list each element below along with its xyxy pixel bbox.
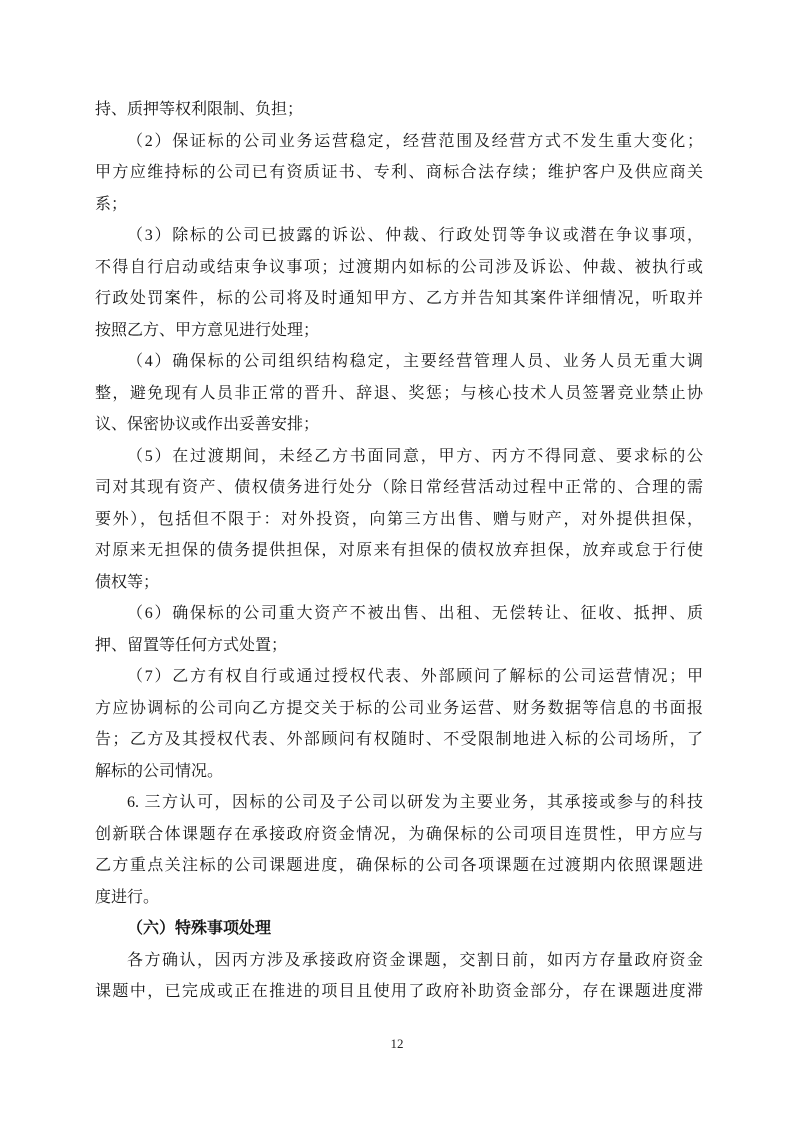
- document-line-10: 整，避免现有人员非正常的晋升、辞退、奖惩；与核心技术人员签署竞业禁止协: [95, 384, 703, 402]
- document-line-22: 解标的公司情况。: [95, 762, 224, 780]
- document-line-14: 要外），包括但不限于：对外投资，向第三方出售、赠与财产，对外提供担保，: [95, 510, 703, 528]
- document-line-7: 行政处罚案件，标的公司将及时通知甲方、乙方并告知其案件详细情况，听取并: [95, 290, 703, 307]
- document-line-28: 各方确认，因丙方涉及承接政府资金课题，交割日前，如丙方存量政府资金: [127, 951, 703, 969]
- document-line-16: 债权等；: [95, 573, 160, 591]
- document-line-3: 甲方应维持标的公司已有资质证书、专利、商标合法存续；维护客户及供应商关: [95, 164, 703, 181]
- document-line-1: 持、质押等权利限制、负担；: [95, 101, 304, 118]
- document-line-17: （6）确保标的公司重大资产不被出售、出租、无偿转让、征收、抵押、质: [127, 605, 703, 622]
- document-line-5: （3）除标的公司已披露的诉讼、仲裁、行政处罚等争议或潜在争议事项，: [127, 227, 703, 244]
- document-line-26: 度进行。: [95, 888, 160, 906]
- document-line-18: 押、留置等任何方式处置；: [95, 636, 288, 654]
- document-line-12: （5）在过渡期间，未经乙方书面同意，甲方、丙方不得同意、要求标的公: [127, 447, 703, 465]
- document-line-6: 不得自行启动或结束争议事项；过渡期内如标的公司涉及诉讼、仲裁、被执行或: [95, 258, 703, 276]
- document-line-27: （六）特殊事项处理: [127, 920, 272, 937]
- document-line-9: （4）确保标的公司组织结构稳定，主要经营管理人员、业务人员无重大调: [127, 353, 703, 370]
- document-line-2: （2）保证标的公司业务运营稳定，经营范围及经营方式不发生重大变化；: [127, 132, 703, 150]
- document-line-4: 系；: [95, 195, 128, 213]
- document-line-25: 乙方重点关注标的公司课题进度，确保标的公司各项课题在过渡期内依照课题进: [95, 857, 703, 874]
- document-line-8: 按照乙方、甲方意见进行处理；: [95, 321, 320, 339]
- document-line-23: 6. 三方认可，因标的公司及子公司以研发为主要业务，其承接或参与的科技: [127, 794, 703, 811]
- document-line-19: （7）乙方有权自行或通过授权代表、外部顾问了解标的公司运营情况；甲: [127, 668, 703, 685]
- document-line-15: 对原来无担保的债务提供担保，对原来有担保的债权放弃担保，放弃或怠于行使: [95, 542, 703, 559]
- document-line-13: 司对其现有资产、债权债务进行处分（除日常经营活动过程中正常的、合理的需: [95, 479, 703, 496]
- page-number: 12: [390, 1036, 404, 1051]
- document-body: [95, 94, 703, 1008]
- document-line-11: 议、保密协议或作出妥善安排；: [95, 416, 320, 433]
- document-line-24: 创新联合体课题存在承接政府资金情况，为确保标的公司项目连贯性，甲方应与: [95, 825, 703, 843]
- document-line-20: 方应协调标的公司向乙方提交关于标的公司业务运营、财务数据等信息的书面报: [95, 699, 703, 717]
- document-line-21: 告；乙方及其授权代表、外部顾问有权随时、不受限制地进入标的公司场所，了: [95, 731, 703, 748]
- document-line-29: 课题中，已完成或正在推进的项目且使用了政府补助资金部分，存在课题进度滞: [95, 983, 703, 1000]
